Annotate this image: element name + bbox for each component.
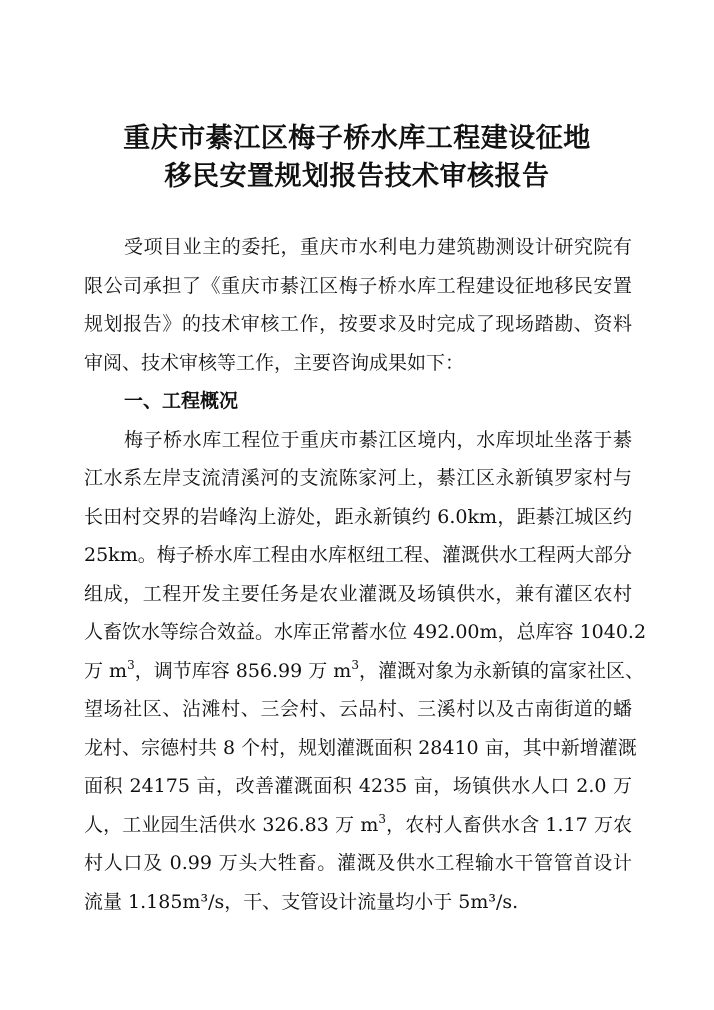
body-line-10: 面积 24175 亩，改善灌溉面积 4235 亩，场镇供水人口 2.0 万 <box>84 775 632 797</box>
body-line-1: 梅子桥水库工程位于重庆市綦江区境内，水库坝址坐落于綦 <box>124 429 632 451</box>
body-line-7-part-2: ，调节库容 856.99 万 m <box>134 660 352 682</box>
intro-line-4: 审阅、技术审核等工作，主要咨询成果如下： <box>84 352 465 374</box>
superscript-3: 3 <box>378 812 386 826</box>
document-title-line-1: 重庆市綦江区梅子桥水库工程建设征地 <box>123 123 591 154</box>
body-line-11 <box>84 812 632 838</box>
body-line-5: 组成，工程开发主要任务是农业灌溉及场镇供水，兼有灌区农村 <box>84 583 632 605</box>
body-line-4: 25km。梅子桥水库工程由水库枢纽工程、灌溉供水工程两大部分 <box>84 544 632 566</box>
body-line-7 <box>84 658 644 684</box>
section-heading-1: 一、工程概况 <box>124 390 239 412</box>
body-line-11-part-1: 人，工业园生活供水 326.83 万 m <box>84 814 379 836</box>
superscript-3: 3 <box>127 658 135 672</box>
body-line-3: 长田村交界的岩峰沟上游处，距永新镇约 6.0km，距綦江城区约 <box>84 506 632 528</box>
body-line-9: 龙村、宗德村共 8 个村，规划灌溉面积 28410 亩，其中新增灌溉 <box>84 737 637 759</box>
body-line-2: 江水系左岸支流清溪河的支流陈家河上，綦江区永新镇罗家村与 <box>84 467 632 489</box>
intro-line-1: 受项目业主的委托，重庆市水利电力建筑勘测设计研究院有 <box>124 236 632 258</box>
body-line-7-part-1: 万 m <box>84 660 128 682</box>
intro-line-2: 限公司承担了《重庆市綦江区梅子桥水库工程建设征地移民安置 <box>84 275 632 297</box>
body-line-13: 流量 1.185m³/s，干、支管设计流量均小于 5m³/s. <box>84 891 519 913</box>
intro-line-3: 规划报告》的技术审核工作，按要求及时完成了现场踏勘、资料 <box>84 313 632 335</box>
body-line-12: 村人口及 0.99 万头大牲畜。灌溉及供水工程输水干管管首设计 <box>84 852 632 874</box>
body-line-8: 望场社区、沾滩村、三会村、云品村、三溪村以及古南街道的蟠 <box>84 698 632 720</box>
superscript-3: 3 <box>351 658 359 672</box>
body-line-7-part-3: ，灌溉对象为永新镇的富家社区、 <box>358 660 644 682</box>
document-title-line-2: 移民安置规划报告技术审核报告 <box>164 161 550 192</box>
body-line-6: 人畜饮水等综合效益。水库正常蓄水位 492.00m，总库容 1040.2 <box>84 621 647 643</box>
body-line-11-part-2: ，农村人畜供水含 1.17 万农 <box>386 814 632 836</box>
